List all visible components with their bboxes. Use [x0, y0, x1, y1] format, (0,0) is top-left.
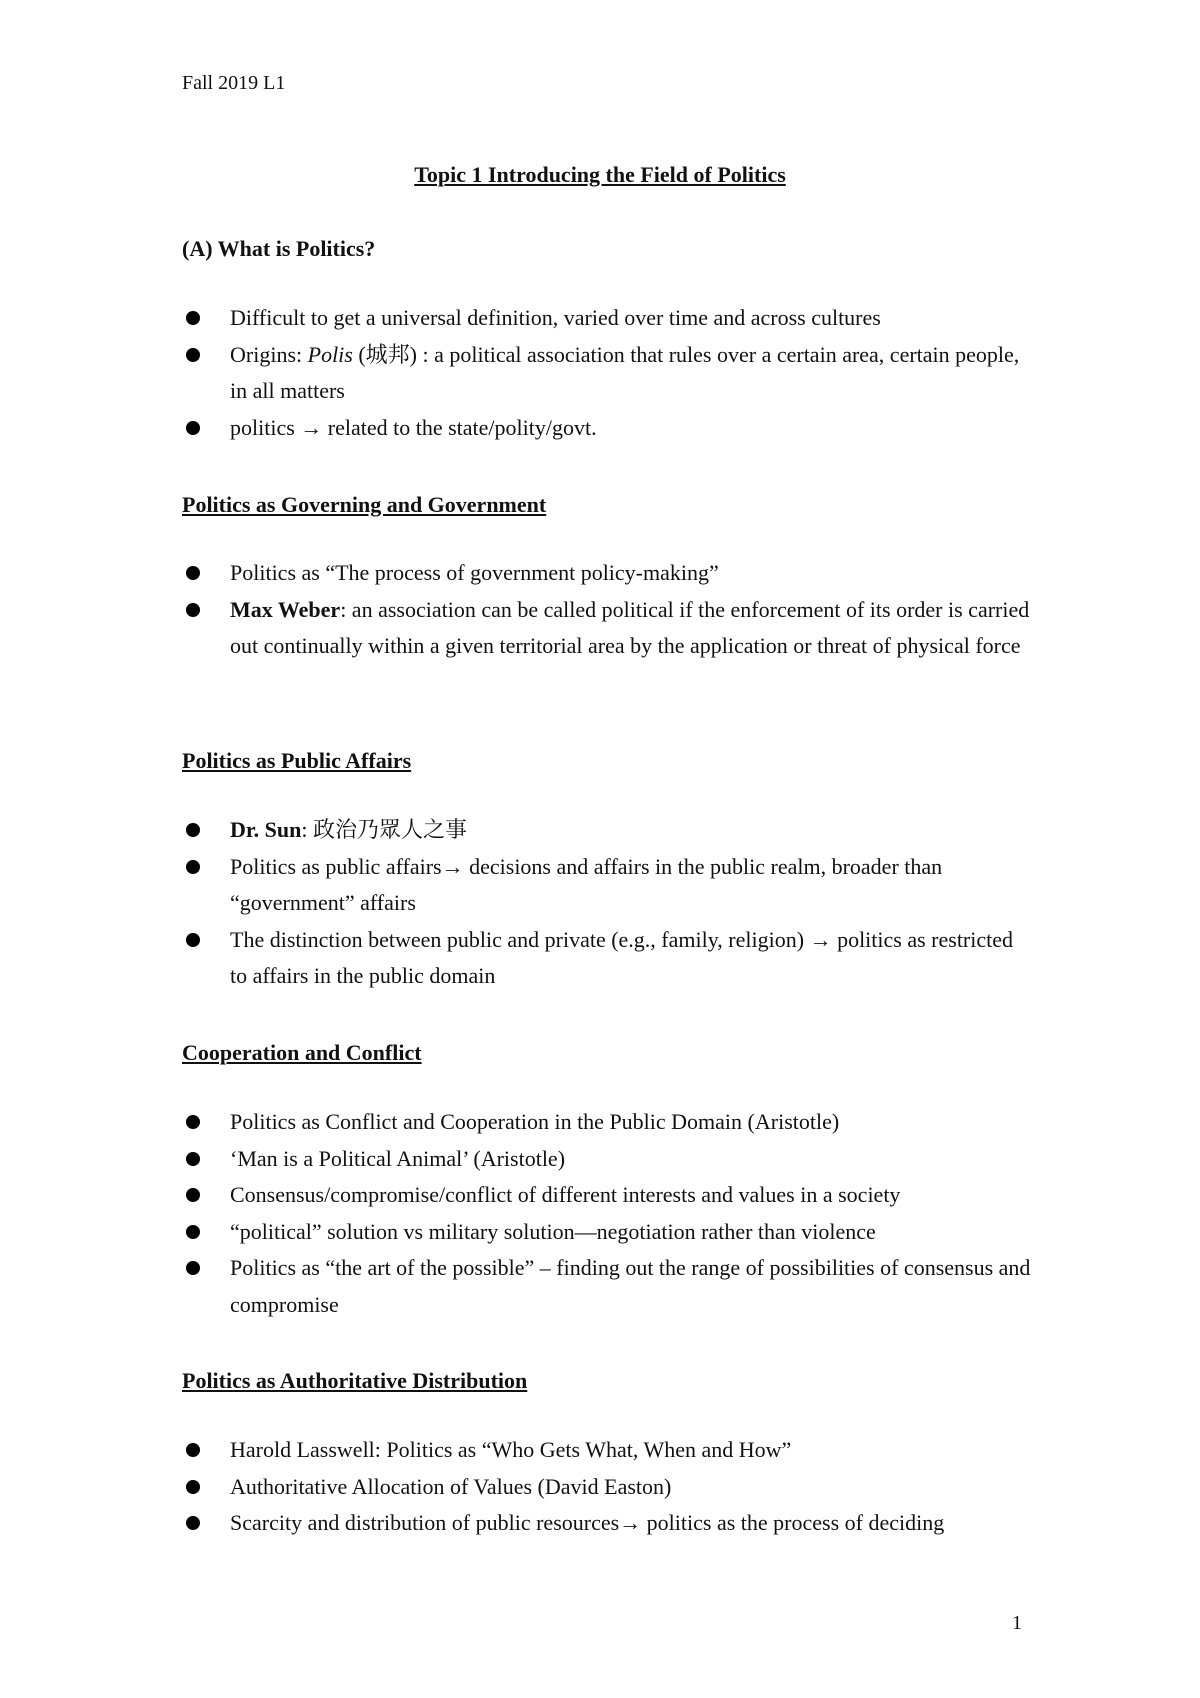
bullet-icon	[186, 421, 200, 435]
bullet-icon	[186, 933, 200, 947]
bullet-icon	[186, 860, 200, 874]
list-item: The distinction between public and private (e.g., family, religion) → politics as restricted to affairs in the public domain	[182, 922, 1032, 995]
bullet-icon	[186, 1480, 200, 1494]
list-item: Max Weber: an association can be called political if the enforcement of its order is carried out continually within a given territorial area by the application or threat of physical force	[182, 592, 1032, 665]
bullet-list-distribution	[182, 1432, 1032, 1542]
bullet-icon	[186, 311, 200, 325]
list-item: Harold Lasswell: Politics as “Who Gets What, When and How”	[182, 1432, 1032, 1469]
bullet-list-cooperation	[182, 1104, 1032, 1323]
list-item: Origins: Polis (城邦) : a political association that rules over a certain area, certain people, in all matters	[182, 337, 1032, 410]
bullet-icon	[186, 1261, 200, 1275]
bullet-icon	[186, 566, 200, 580]
list-item: Authoritative Allocation of Values (David Easton)	[182, 1469, 1032, 1506]
list-item: Politics as “the art of the possible” – finding out the range of possibilities of consensus and compromise	[182, 1250, 1032, 1323]
list-item: Politics as public affairs→ decisions and affairs in the public realm, broader than “government” affairs	[182, 849, 1032, 922]
section-heading-governing: Politics as Governing and Government	[182, 492, 547, 517]
list-item: “political” solution vs military solution—negotiation rather than violence	[182, 1214, 1032, 1251]
bullet-icon	[186, 1516, 200, 1530]
bullet-icon	[186, 1115, 200, 1129]
list-item: Scarcity and distribution of public resources→ politics as the process of deciding	[182, 1505, 1032, 1542]
bullet-icon	[186, 1225, 200, 1239]
list-item: Politics as Conflict and Cooperation in the Public Domain (Aristotle)	[182, 1104, 1032, 1141]
section-heading-public-affairs: Politics as Public Affairs	[182, 748, 412, 773]
bullet-list-what-is-politics	[182, 300, 1032, 446]
list-item: Difficult to get a universal definition, varied over time and across cultures	[182, 300, 1032, 337]
section-heading-distribution: Politics as Authoritative Distribution	[182, 1368, 528, 1393]
bullet-list-governing	[182, 555, 1032, 665]
bullet-icon	[186, 603, 200, 617]
bullet-icon	[186, 1152, 200, 1166]
list-item: Dr. Sun: 政治乃眾人之事	[182, 812, 1032, 849]
bullet-icon	[186, 1188, 200, 1202]
bullet-icon	[186, 823, 200, 837]
document-title: Topic 1 Introducing the Field of Politics	[414, 162, 786, 187]
section-heading-cooperation: Cooperation and Conflict	[182, 1040, 422, 1065]
section-heading-what-is-politics: (A) What is Politics?	[182, 236, 376, 261]
list-item: Consensus/compromise/conflict of different interests and values in a society	[182, 1177, 1032, 1214]
page-number: 1	[1012, 1612, 1022, 1634]
list-item: ‘Man is a Political Animal’ (Aristotle)	[182, 1141, 1032, 1178]
bullet-icon	[186, 1443, 200, 1457]
list-item: politics → related to the state/polity/govt.	[182, 410, 1032, 447]
header-note: Fall 2019 L1	[182, 72, 286, 94]
list-item: Politics as “The process of government policy-making”	[182, 555, 1032, 592]
bullet-list-public-affairs	[182, 812, 1032, 995]
bullet-icon	[186, 348, 200, 362]
